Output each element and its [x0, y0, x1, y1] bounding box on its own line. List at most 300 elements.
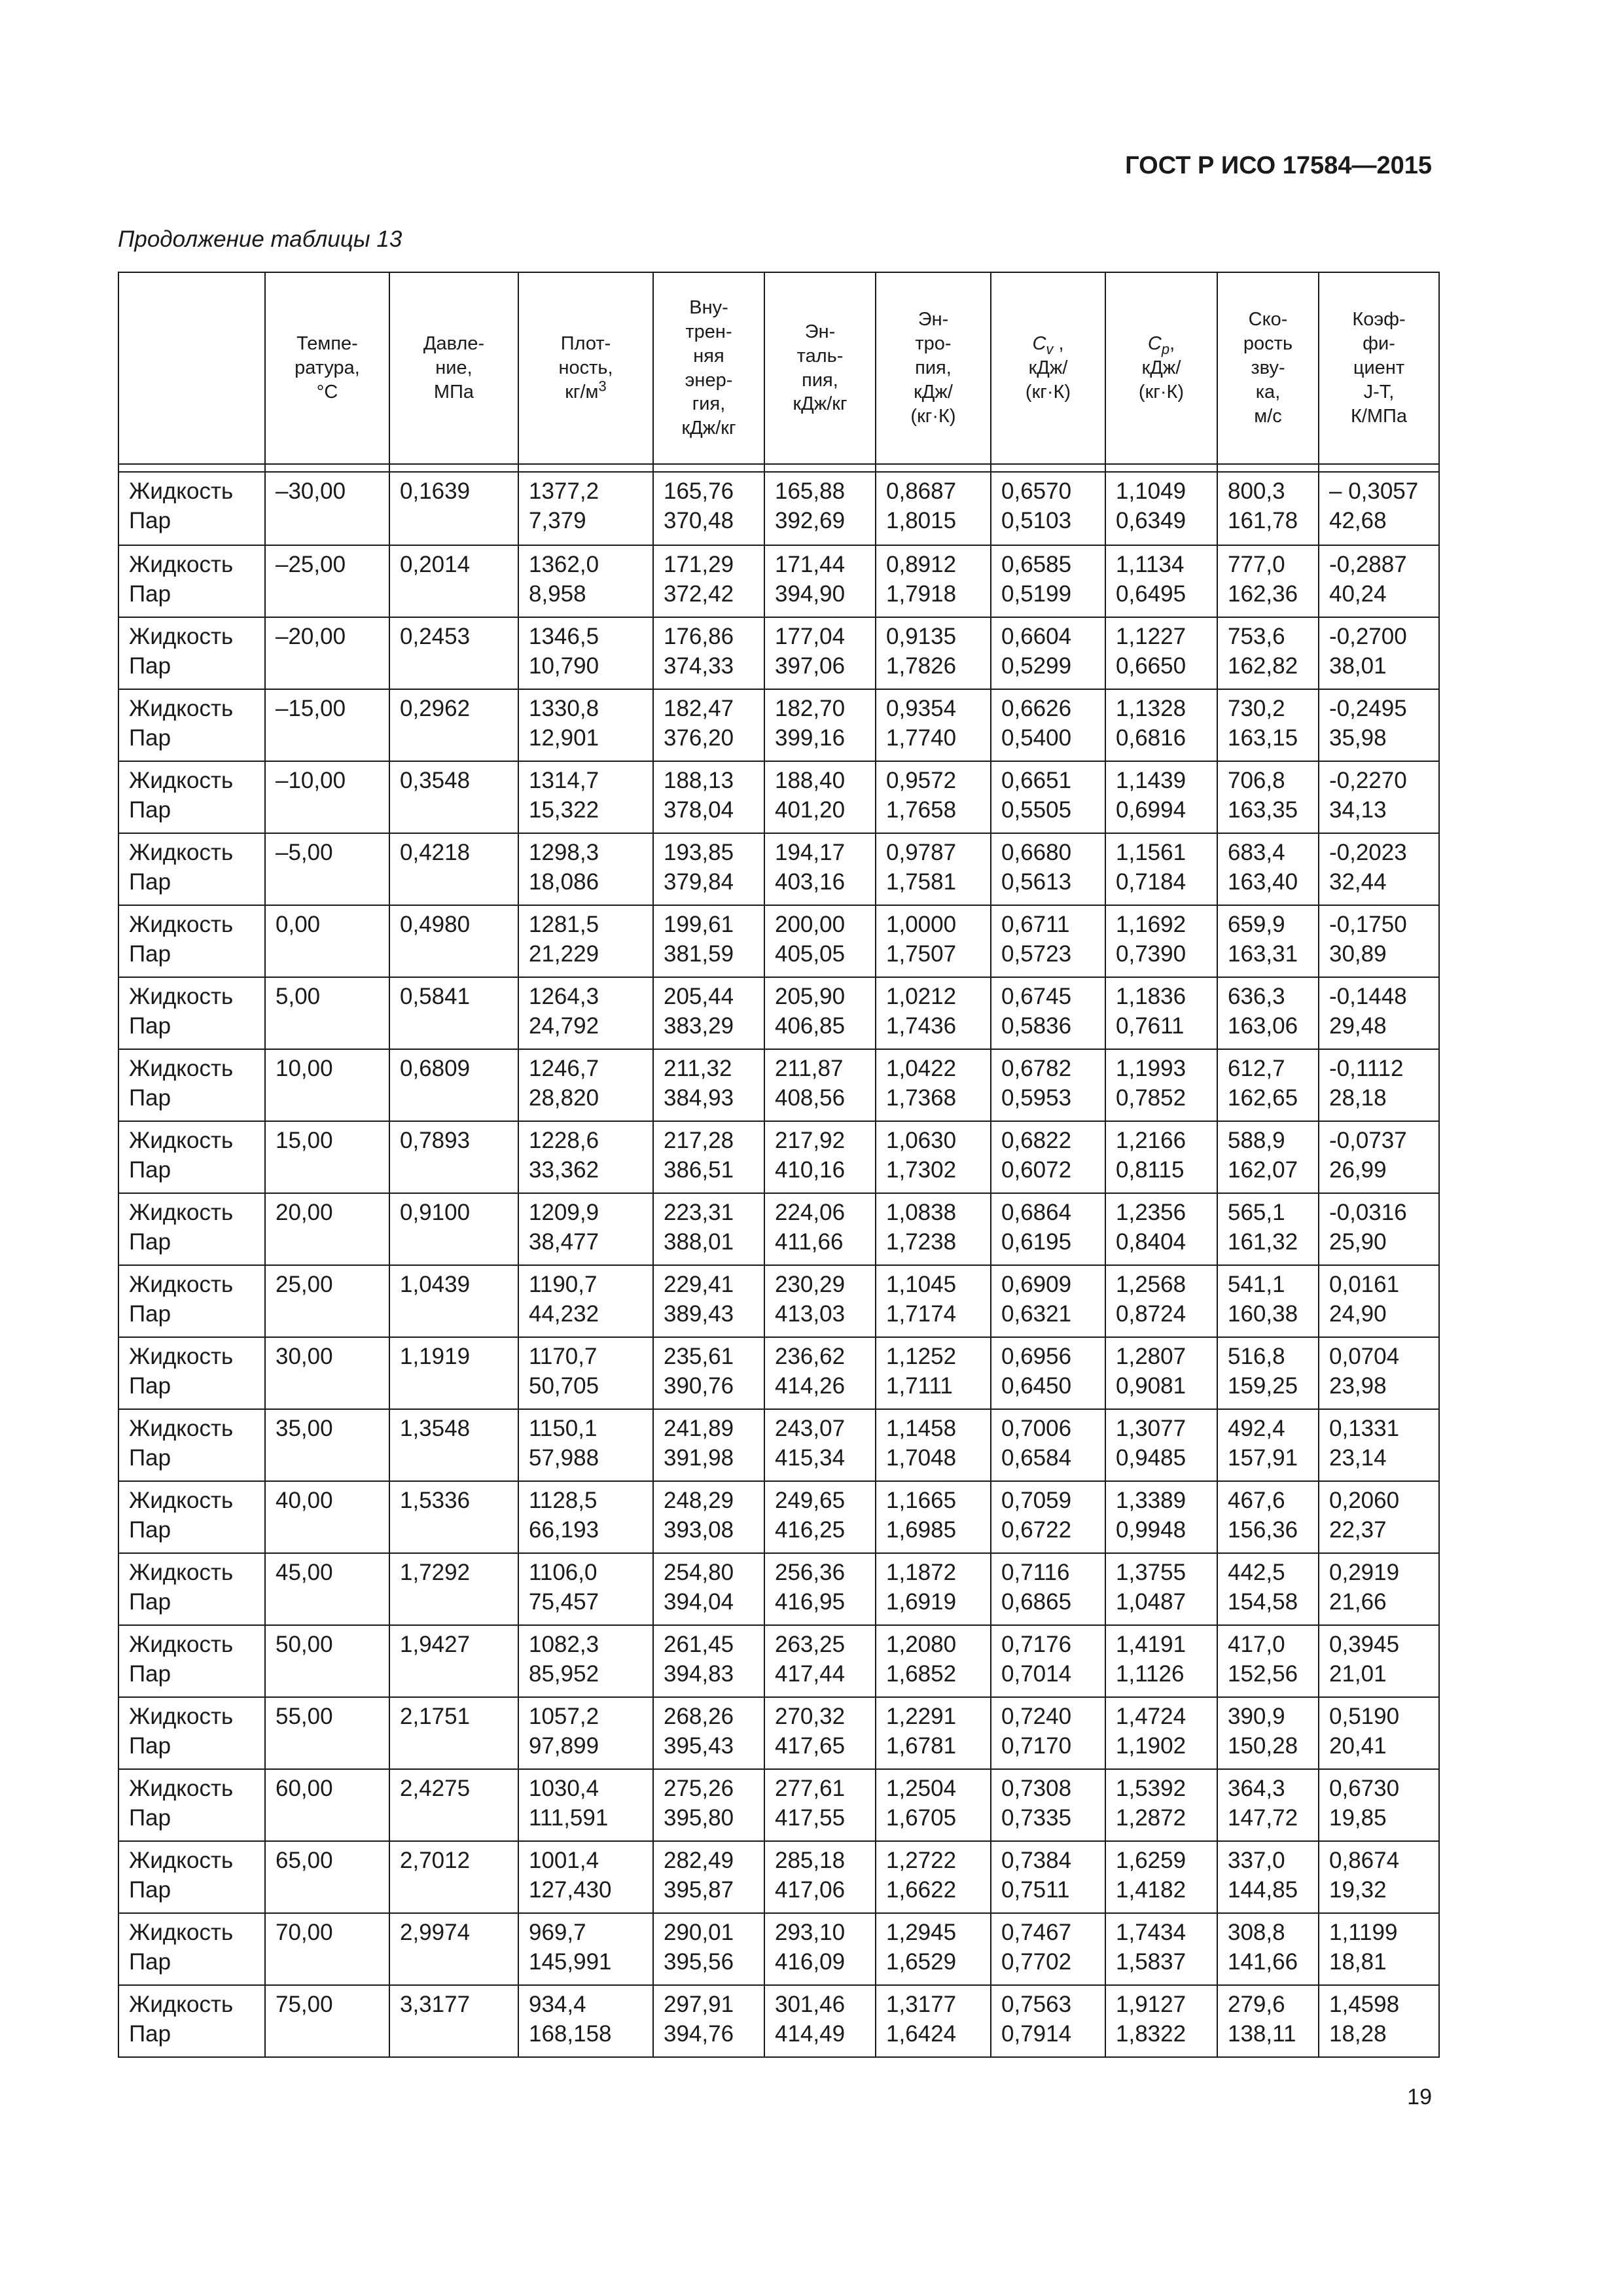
- cell-value: 23,14: [1329, 1445, 1387, 1471]
- column-header-3: [518, 272, 653, 464]
- cell-value: 3,3177: [400, 1992, 471, 2017]
- cell-value: 1,0838: [886, 1200, 957, 1225]
- cell-value: 10,00: [276, 1056, 333, 1081]
- cell-value: 0,9081: [1116, 1373, 1186, 1399]
- cell-value: 390,76: [664, 1373, 734, 1399]
- cell-value: Жидкость: [129, 478, 234, 504]
- cell-value: Жидкость: [129, 1056, 234, 1081]
- cell-value: 370,48: [664, 508, 734, 533]
- table-cell: [118, 1193, 265, 1265]
- table-cell: [1319, 905, 1439, 977]
- cell-value: 383,29: [664, 1013, 734, 1039]
- cell-value: 50,00: [276, 1632, 333, 1657]
- cell-value: 2,4275: [400, 1776, 471, 1801]
- cell-value: Жидкость: [129, 1200, 234, 1225]
- table-cell: [991, 1193, 1105, 1265]
- table-cell: [389, 1049, 518, 1121]
- cell-value: 0,1639: [400, 478, 471, 504]
- table-cell: [653, 1913, 764, 1985]
- table-cell: [1217, 1409, 1319, 1481]
- separator-cell: [389, 464, 518, 472]
- cell-value: 0,6994: [1116, 797, 1186, 823]
- separator-cell: [1105, 464, 1217, 472]
- cell-value: 0,7308: [1001, 1776, 1072, 1801]
- cell-value: 211,87: [775, 1056, 844, 1081]
- table-cell: [518, 1193, 653, 1265]
- cell-value: 270,32: [775, 1704, 846, 1729]
- cell-value: 934,4: [529, 1992, 586, 2017]
- cell-value: 392,69: [775, 508, 846, 533]
- cell-value: 0,7014: [1001, 1661, 1072, 1687]
- cell-value: Пар: [129, 941, 171, 967]
- cell-value: 168,158: [529, 2021, 612, 2047]
- table-cell: [1217, 1841, 1319, 1913]
- cell-value: Пар: [129, 725, 171, 751]
- header-line: энер-: [685, 369, 733, 391]
- cell-value: 0,6321: [1001, 1301, 1072, 1327]
- cell-value: -0,2023: [1329, 840, 1407, 865]
- cell-value: 381,59: [664, 941, 734, 967]
- table-cell: [876, 545, 991, 617]
- cell-value: 0,7702: [1001, 1949, 1072, 1975]
- table-cell: [265, 1337, 389, 1409]
- cell-value: 0,6626: [1001, 696, 1072, 721]
- table-cell: [118, 1625, 265, 1697]
- table-cell: [118, 1553, 265, 1625]
- cell-value: 636,3: [1228, 984, 1285, 1009]
- cell-value: 374,33: [664, 653, 734, 679]
- header-line: Коэф-: [1352, 309, 1406, 331]
- cell-value: 1,3548: [400, 1416, 471, 1441]
- cell-value: 612,7: [1228, 1056, 1285, 1081]
- cell-value: 1,1045: [886, 1272, 957, 1297]
- column-header-8: [1105, 272, 1217, 464]
- separator-cell: [876, 464, 991, 472]
- cell-value: 35,00: [276, 1416, 333, 1441]
- table-row: [118, 1265, 1439, 1337]
- cell-value: 413,03: [775, 1301, 846, 1327]
- table-cell: [764, 905, 876, 977]
- cell-value: 1,1252: [886, 1344, 957, 1369]
- header-line: ратура,: [294, 357, 360, 379]
- table-cell: [991, 1625, 1105, 1697]
- table-cell: [518, 1985, 653, 2057]
- table-cell: [1105, 1985, 1217, 2057]
- table-cell: [1217, 472, 1319, 545]
- cell-value: 777,0: [1228, 552, 1285, 577]
- cell-value: 0,3548: [400, 768, 471, 793]
- table-cell: [1105, 545, 1217, 617]
- cell-value: 26,99: [1329, 1157, 1387, 1183]
- cell-value: 200,00: [775, 912, 846, 937]
- cell-value: 1209,9: [529, 1200, 599, 1225]
- cell-value: 416,95: [775, 1589, 846, 1615]
- table-cell: [991, 905, 1105, 977]
- header-line: Ско-: [1248, 309, 1288, 331]
- cell-value: 1,3389: [1116, 1488, 1186, 1513]
- header-line: кДж/: [1028, 357, 1068, 379]
- table-cell: [265, 1625, 389, 1697]
- table-cell: [389, 761, 518, 833]
- header-symbol: $C_p$,: [1147, 333, 1175, 358]
- header-line: (кг·К): [910, 405, 956, 427]
- cell-value: -0,0316: [1329, 1200, 1407, 1225]
- cell-value: 337,0: [1228, 1848, 1285, 1873]
- cell-value: Пар: [129, 1085, 171, 1111]
- table-cell: [991, 977, 1105, 1049]
- cell-value: 0,4218: [400, 840, 471, 865]
- cell-value: 18,086: [529, 869, 599, 895]
- table-cell: [991, 617, 1105, 689]
- cell-value: 0,6072: [1001, 1157, 1072, 1183]
- table-row: [118, 1337, 1439, 1409]
- cell-value: 177,04: [775, 624, 846, 649]
- cell-value: 193,85: [664, 840, 734, 865]
- cell-value: 414,49: [775, 2021, 846, 2047]
- table-cell: [518, 1049, 653, 1121]
- table-cell: [118, 545, 265, 617]
- table-cell: [876, 1121, 991, 1193]
- cell-value: 0,2962: [400, 696, 471, 721]
- table-header-row: [118, 272, 1439, 464]
- cell-value: 111,591: [529, 1805, 609, 1831]
- cell-value: 1,4724: [1116, 1704, 1186, 1729]
- header-line: Давле-: [423, 333, 485, 355]
- cell-value: 285,18: [775, 1848, 846, 1873]
- table-cell: [518, 1697, 653, 1769]
- cell-value: 171,29: [664, 552, 734, 577]
- cell-value: 1,2807: [1116, 1344, 1186, 1369]
- cell-value: 384,93: [664, 1085, 734, 1111]
- cell-value: 38,477: [529, 1229, 599, 1255]
- table-cell: [764, 1553, 876, 1625]
- cell-value: 25,00: [276, 1272, 333, 1297]
- table-cell: [876, 1553, 991, 1625]
- header-line: зву-: [1251, 357, 1285, 379]
- cell-value: 15,322: [529, 797, 599, 823]
- cell-value: 1,1328: [1116, 696, 1186, 721]
- cell-value: 391,98: [664, 1445, 734, 1471]
- cell-value: 162,36: [1228, 581, 1298, 607]
- cell-value: 394,83: [664, 1661, 734, 1687]
- table-cell: [764, 1769, 876, 1841]
- table-cell: [1105, 1913, 1217, 1985]
- cell-value: 249,65: [775, 1488, 846, 1513]
- table-cell: [764, 1841, 876, 1913]
- cell-value: 0,6584: [1001, 1445, 1072, 1471]
- header-line: Эн-: [804, 321, 836, 342]
- cell-value: 256,36: [775, 1560, 846, 1585]
- table-cell: [653, 545, 764, 617]
- table-cell: [653, 1121, 764, 1193]
- cell-value: 1,7111: [886, 1373, 953, 1399]
- cell-value: 60,00: [276, 1776, 333, 1801]
- cell-value: 0,7467: [1001, 1920, 1072, 1945]
- table-cell: [1105, 1841, 1217, 1913]
- cell-value: 1,1902: [1116, 1733, 1186, 1759]
- cell-value: 0,5400: [1001, 725, 1072, 751]
- cell-value: –20,00: [276, 624, 346, 649]
- cell-value: Жидкость: [129, 1488, 234, 1513]
- table-cell: [518, 472, 653, 545]
- cell-value: Жидкость: [129, 696, 234, 721]
- table-cell: [991, 1841, 1105, 1913]
- table-cell: [653, 1553, 764, 1625]
- cell-value: 1,2945: [886, 1920, 957, 1945]
- cell-value: 2,7012: [400, 1848, 471, 1873]
- cell-value: 1,0487: [1116, 1589, 1186, 1615]
- cell-value: 1,0439: [400, 1272, 471, 1297]
- cell-value: 0,6585: [1001, 552, 1072, 577]
- cell-value: 1,1836: [1116, 984, 1186, 1009]
- header-line: таль-: [796, 345, 844, 367]
- table-cell: [876, 1625, 991, 1697]
- cell-value: 162,82: [1228, 653, 1298, 679]
- table-cell: [1105, 833, 1217, 905]
- table-cell: [265, 833, 389, 905]
- table-cell: [518, 1769, 653, 1841]
- cell-value: 410,16: [775, 1157, 846, 1183]
- table-cell: [876, 1985, 991, 2057]
- cell-value: 1,7436: [886, 1013, 957, 1039]
- cell-value: 1,2872: [1116, 1805, 1186, 1831]
- cell-value: 1,2504: [886, 1776, 957, 1801]
- header-line: трен-: [685, 321, 732, 342]
- table-cell: [653, 617, 764, 689]
- cell-value: 0,9354: [886, 696, 957, 721]
- table-cell: [1105, 1337, 1217, 1409]
- cell-value: 0,5841: [400, 984, 471, 1009]
- cell-value: 1,6852: [886, 1661, 957, 1687]
- cell-value: 1,0422: [886, 1056, 957, 1081]
- cell-value: 0,5953: [1001, 1085, 1072, 1111]
- cell-value: 30,89: [1329, 941, 1387, 967]
- table-cell: [1319, 472, 1439, 545]
- table-cell: [265, 1769, 389, 1841]
- separator-cell: [1217, 464, 1319, 472]
- table-cell: [1217, 761, 1319, 833]
- table-cell: [389, 1265, 518, 1337]
- table-cell: [1319, 617, 1439, 689]
- cell-value: 0,6816: [1116, 725, 1186, 751]
- cell-value: 1,7658: [886, 797, 957, 823]
- cell-value: 301,46: [775, 1992, 846, 2017]
- cell-value: 1377,2: [529, 478, 599, 504]
- table-cell: [389, 1193, 518, 1265]
- cell-value: 1,3077: [1116, 1416, 1186, 1441]
- table-cell: [991, 1409, 1105, 1481]
- table-cell: [653, 1985, 764, 2057]
- cell-value: 541,1: [1228, 1272, 1285, 1297]
- separator-cell: [764, 464, 876, 472]
- table-cell: [764, 472, 876, 545]
- table-cell: [1217, 977, 1319, 1049]
- cell-value: 29,48: [1329, 1013, 1387, 1039]
- column-header-1: [265, 272, 389, 464]
- table-cell: [518, 1481, 653, 1553]
- table-cell: [265, 1121, 389, 1193]
- cell-value: 229,41: [664, 1272, 734, 1297]
- table-cell: [764, 689, 876, 761]
- cell-value: 0,6604: [1001, 624, 1072, 649]
- cell-value: 1246,7: [529, 1056, 599, 1081]
- cell-value: 1170,7: [529, 1344, 597, 1369]
- cell-value: 18,81: [1329, 1949, 1387, 1975]
- cell-value: 492,4: [1228, 1416, 1285, 1441]
- cell-value: 32,44: [1329, 869, 1387, 895]
- table-cell: [389, 1121, 518, 1193]
- table-cell: [876, 1193, 991, 1265]
- cell-value: 364,3: [1228, 1776, 1285, 1801]
- cell-value: 1,7434: [1116, 1920, 1186, 1945]
- table-cell: [764, 761, 876, 833]
- cell-value: 1228,6: [529, 1128, 599, 1153]
- separator-cell: [991, 464, 1105, 472]
- table-cell: [518, 905, 653, 977]
- cell-value: 8,958: [529, 581, 586, 607]
- table-cell: [653, 1481, 764, 1553]
- cell-value: 40,00: [276, 1488, 333, 1513]
- cell-value: 393,08: [664, 1517, 734, 1543]
- cell-value: Жидкость: [129, 1416, 234, 1441]
- cell-value: Пар: [129, 1373, 171, 1399]
- cell-value: 0,2453: [400, 624, 471, 649]
- cell-value: 24,792: [529, 1013, 599, 1039]
- table-cell: [389, 1553, 518, 1625]
- cell-value: 38,01: [1329, 653, 1387, 679]
- table-cell: [1319, 1265, 1439, 1337]
- table-cell: [653, 1625, 764, 1697]
- table-cell: [991, 545, 1105, 617]
- cell-value: Жидкость: [129, 1272, 234, 1297]
- cell-value: Пар: [129, 1589, 171, 1615]
- table-cell: [389, 1481, 518, 1553]
- table-cell: [118, 1913, 265, 1985]
- cell-value: 21,66: [1329, 1589, 1387, 1615]
- separator-cell: [265, 464, 389, 472]
- separator-cell: [1319, 464, 1439, 472]
- table-cell: [1105, 472, 1217, 545]
- cell-value: 0,9100: [400, 1200, 471, 1225]
- table-cell: [1105, 1625, 1217, 1697]
- table-cell: [991, 689, 1105, 761]
- table-cell: [653, 1193, 764, 1265]
- cell-value: 85,952: [529, 1661, 599, 1687]
- cell-value: 411,66: [775, 1229, 844, 1255]
- table-cell: [265, 977, 389, 1049]
- cell-value: 0,5613: [1001, 869, 1072, 895]
- cell-value: 394,76: [664, 2021, 734, 2047]
- table-cell: [653, 1337, 764, 1409]
- cell-value: Жидкость: [129, 984, 234, 1009]
- cell-value: 1,1439: [1116, 768, 1186, 793]
- cell-value: -0,1112: [1329, 1056, 1404, 1081]
- cell-value: 1,7368: [886, 1085, 957, 1111]
- cell-value: 163,35: [1228, 797, 1298, 823]
- cell-value: 0,6651: [1001, 768, 1072, 793]
- table-row: [118, 617, 1439, 689]
- header-line: ность,: [558, 357, 613, 379]
- table-cell: [991, 761, 1105, 833]
- table-cell: [118, 1985, 265, 2057]
- table-cell: [1319, 761, 1439, 833]
- cell-value: 188,13: [664, 768, 734, 793]
- table-cell: [118, 1841, 265, 1913]
- table-cell: [1217, 1265, 1319, 1337]
- cell-value: 1,2166: [1116, 1128, 1186, 1153]
- cell-value: 25,90: [1329, 1229, 1387, 1255]
- table-cell: [518, 1121, 653, 1193]
- cell-value: Пар: [129, 1229, 171, 1255]
- table-cell: [876, 905, 991, 977]
- column-header-2: [389, 272, 518, 464]
- cell-value: 0,7170: [1001, 1733, 1072, 1759]
- table-cell: [1217, 1625, 1319, 1697]
- table-cell: [876, 1049, 991, 1121]
- cell-value: 1,6985: [886, 1517, 957, 1543]
- cell-value: 0,5103: [1001, 508, 1072, 533]
- header-line: фи-: [1363, 333, 1395, 355]
- cell-value: 1,1458: [886, 1416, 957, 1441]
- cell-value: 1,6781: [886, 1733, 957, 1759]
- table-cell: [265, 1193, 389, 1265]
- table-cell: [518, 1841, 653, 1913]
- cell-value: 21,01: [1329, 1661, 1387, 1687]
- table-cell: [389, 905, 518, 977]
- table-row: [118, 472, 1439, 545]
- table-cell: [1217, 1121, 1319, 1193]
- table-cell: [1319, 1625, 1439, 1697]
- table-cell: [1105, 1265, 1217, 1337]
- cell-value: 0,6570: [1001, 478, 1072, 504]
- cell-value: 0,2014: [400, 552, 471, 577]
- table-cell: [764, 833, 876, 905]
- table-cell: [991, 1985, 1105, 2057]
- cell-value: 165,88: [775, 478, 846, 504]
- cell-value: 1,7048: [886, 1445, 957, 1471]
- cell-value: 0,7116: [1001, 1560, 1070, 1585]
- cell-value: 0,6909: [1001, 1272, 1072, 1297]
- cell-value: 1,1227: [1116, 624, 1186, 649]
- table-cell: [1319, 1121, 1439, 1193]
- cell-value: 150,28: [1228, 1733, 1298, 1759]
- table-cell: [118, 617, 265, 689]
- cell-value: 416,25: [775, 1517, 846, 1543]
- cell-value: –5,00: [276, 840, 333, 865]
- cell-value: 1,1126: [1116, 1661, 1185, 1687]
- cell-value: 395,43: [664, 1733, 734, 1759]
- table-row: [118, 905, 1439, 977]
- cell-value: 182,70: [775, 696, 846, 721]
- table-row: [118, 1841, 1439, 1913]
- cell-value: 138,11: [1228, 2021, 1296, 2047]
- table-cell: [518, 761, 653, 833]
- cell-value: 1,4598: [1329, 1992, 1400, 2017]
- table-cell: [876, 833, 991, 905]
- cell-value: 417,0: [1228, 1632, 1285, 1657]
- cell-value: 277,61: [775, 1776, 846, 1801]
- cell-value: 1,9427: [400, 1632, 471, 1657]
- header-symbol: $C_v$ ,: [1032, 333, 1064, 358]
- table-cell: [265, 1985, 389, 2057]
- header-line: $кг/м^3$: [565, 378, 607, 403]
- cell-value: Жидкость: [129, 1920, 234, 1945]
- table-cell: [518, 1337, 653, 1409]
- cell-value: 55,00: [276, 1704, 333, 1729]
- cell-value: 0,5505: [1001, 797, 1072, 823]
- table-cell: [118, 1481, 265, 1553]
- cell-value: 224,06: [775, 1200, 846, 1225]
